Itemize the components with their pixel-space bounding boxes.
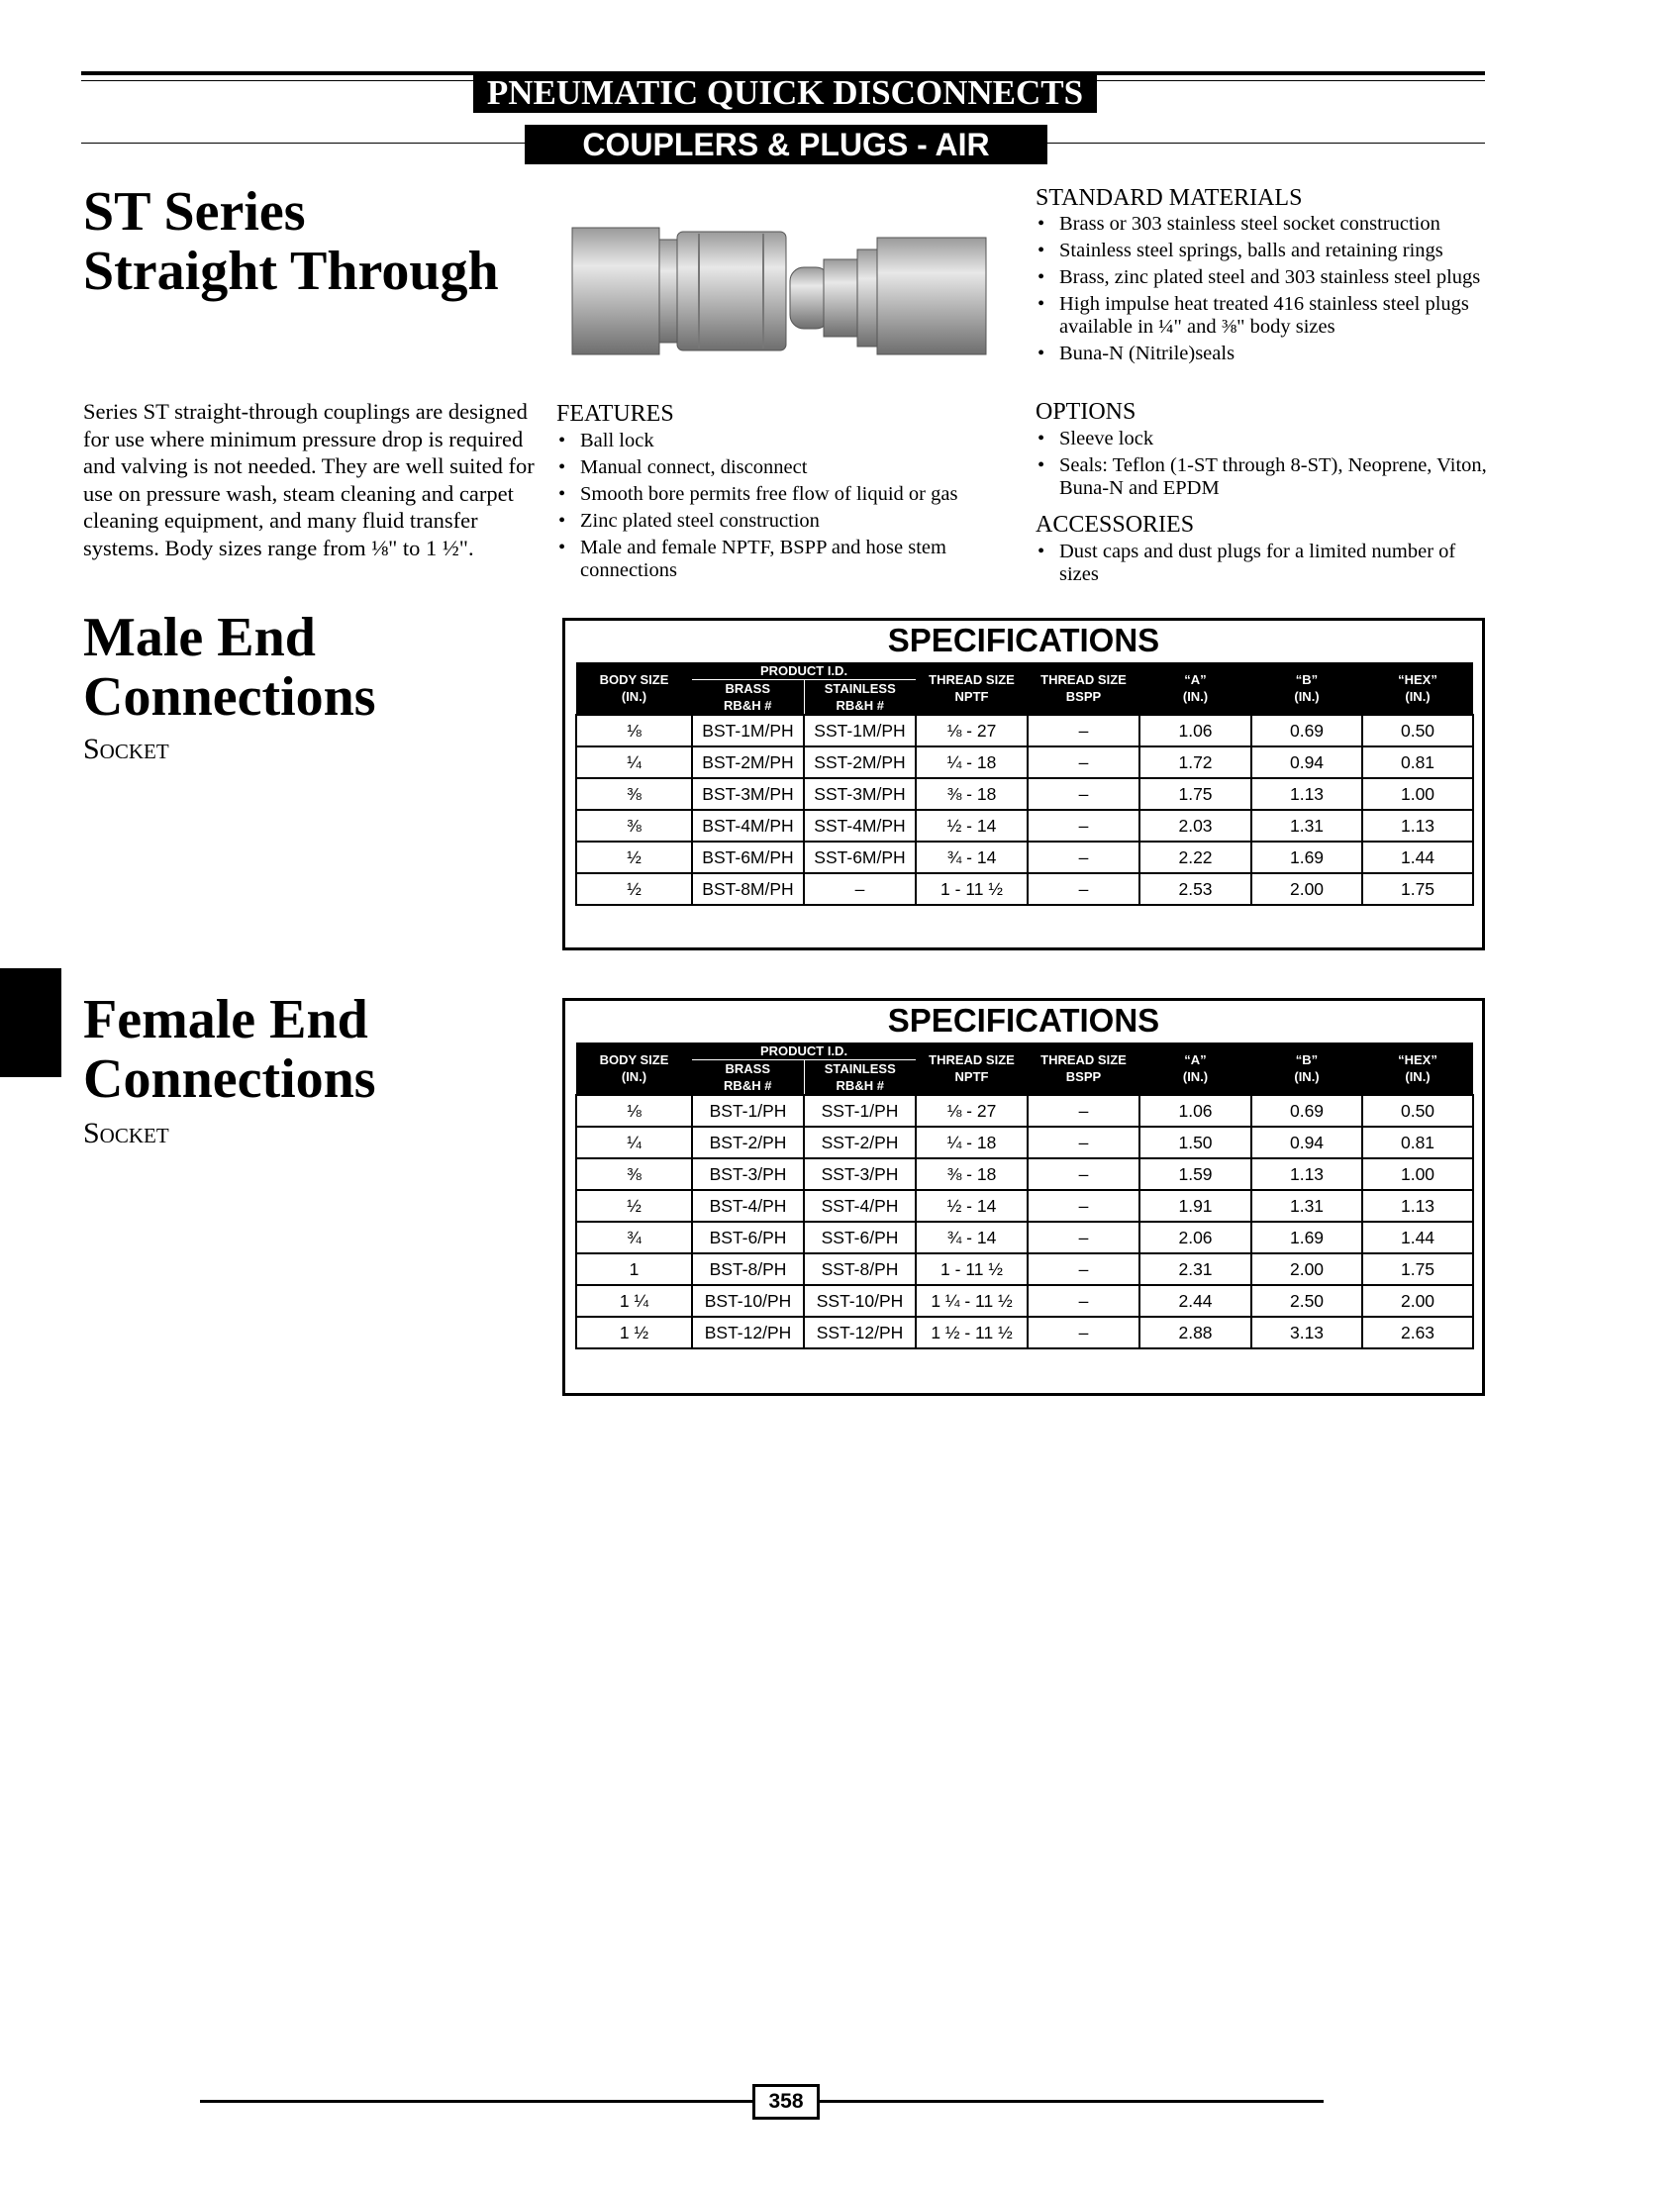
- table-cell: 1.69: [1251, 1222, 1362, 1253]
- table-cell: 2.00: [1251, 1253, 1362, 1285]
- standard-materials-heading: STANDARD MATERIALS: [1036, 185, 1303, 211]
- options-heading: OPTIONS: [1036, 399, 1136, 425]
- col-thread-bspp: THREAD SIZE BSPP: [1028, 1043, 1139, 1095]
- table-row: [576, 1158, 1473, 1190]
- table-cell: ½ - 14: [916, 810, 1028, 842]
- female-spec-box: [562, 998, 1485, 1396]
- table-cell: 1.59: [1139, 1158, 1251, 1190]
- table-row: [576, 746, 1473, 778]
- table-cell: 1.06: [1139, 1095, 1251, 1127]
- table-cell: 1: [576, 1253, 692, 1285]
- table-cell: 0.81: [1362, 746, 1473, 778]
- list-item: • Seals: Teflon (1-ST through 8-ST), Neoprene, Viton, Buna-N and EPDM: [1036, 454, 1491, 500]
- table-cell: ¼: [576, 1127, 692, 1158]
- col-stainless: STAINLESS RB&H #: [804, 1060, 916, 1096]
- table-cell: 1.00: [1362, 778, 1473, 810]
- table-cell: BST-6/PH: [692, 1222, 804, 1253]
- table-cell: SST-1M/PH: [804, 715, 916, 746]
- table-cell: SST-10/PH: [804, 1285, 916, 1317]
- table-cell: SST-12/PH: [804, 1317, 916, 1348]
- table-cell: SST-1/PH: [804, 1095, 916, 1127]
- page-number: 358: [752, 2084, 820, 2120]
- table-cell: 0.81: [1362, 1127, 1473, 1158]
- table-cell: 1.13: [1251, 1158, 1362, 1190]
- table-cell: 1.31: [1251, 1190, 1362, 1222]
- table-cell: 1 - 11 ½: [916, 873, 1028, 905]
- table-cell: 1.72: [1139, 746, 1251, 778]
- female-spec-title: SPECIFICATIONS: [887, 1002, 1160, 1039]
- col-product-id: PRODUCT I.D.: [692, 662, 916, 680]
- col-a: “A” (IN.): [1139, 662, 1251, 715]
- female-title-line2: Connections: [83, 1048, 376, 1110]
- table-cell: SST-3/PH: [804, 1158, 916, 1190]
- col-stainless: STAINLESS RB&H #: [804, 680, 916, 716]
- table-cell: –: [804, 873, 916, 905]
- table-cell: –: [1028, 778, 1139, 810]
- table-cell: –: [1028, 1317, 1139, 1348]
- table-row: [576, 1222, 1473, 1253]
- table-cell: ¼ - 18: [916, 746, 1028, 778]
- table-cell: SST-4/PH: [804, 1190, 916, 1222]
- list-item: • Ball lock: [556, 430, 1002, 452]
- table-cell: 0.94: [1251, 1127, 1362, 1158]
- table-cell: SST-2/PH: [804, 1127, 916, 1158]
- list-item: • Buna-N (Nitrile)seals: [1036, 343, 1491, 365]
- male-title-line2: Connections: [83, 666, 376, 728]
- list-item: • Brass, zinc plated steel and 303 stainless steel plugs: [1036, 266, 1491, 289]
- table-cell: ⅛: [576, 715, 692, 746]
- table-cell: SST-3M/PH: [804, 778, 916, 810]
- section-banner: PNEUMATIC QUICK DISCONNECTS: [473, 73, 1097, 113]
- table-cell: BST-6M/PH: [692, 842, 804, 873]
- col-b: “B” (IN.): [1251, 662, 1362, 715]
- table-cell: 2.31: [1139, 1253, 1251, 1285]
- table-cell: ⅜: [576, 778, 692, 810]
- table-cell: 0.69: [1251, 1095, 1362, 1127]
- table-cell: 1.75: [1139, 778, 1251, 810]
- table-cell: ⅜ - 18: [916, 778, 1028, 810]
- table-cell: 1.06: [1139, 715, 1251, 746]
- table-cell: 3.13: [1251, 1317, 1362, 1348]
- table-cell: 1.44: [1362, 1222, 1473, 1253]
- table-cell: BST-3M/PH: [692, 778, 804, 810]
- table-cell: BST-4M/PH: [692, 810, 804, 842]
- table-cell: BST-8M/PH: [692, 873, 804, 905]
- table-cell: ¾ - 14: [916, 842, 1028, 873]
- table-cell: BST-8/PH: [692, 1253, 804, 1285]
- table-cell: 0.94: [1251, 746, 1362, 778]
- table-cell: 2.50: [1251, 1285, 1362, 1317]
- table-cell: BST-1/PH: [692, 1095, 804, 1127]
- table-cell: 1.69: [1251, 842, 1362, 873]
- female-title-line1: Female End: [83, 989, 368, 1050]
- table-cell: 1.44: [1362, 842, 1473, 873]
- col-b: “B” (IN.): [1251, 1043, 1362, 1095]
- table-cell: BST-2M/PH: [692, 746, 804, 778]
- table-cell: BST-3/PH: [692, 1158, 804, 1190]
- series-description: Series ST straight-through couplings are designed for use where minimum pressure drop is required and valving is not needed. They are well suited for use on pressure wash, steam cleaning and carpet cleaning equipment, and many fluid transfer systems. Body sizes range from ⅛" to 1 ½".: [83, 399, 535, 560]
- table-cell: 2.53: [1139, 873, 1251, 905]
- table-cell: 1 ½ - 11 ½: [916, 1317, 1028, 1348]
- table-cell: ⅛ - 27: [916, 1095, 1028, 1127]
- table-cell: 2.63: [1362, 1317, 1473, 1348]
- section-tab-marker: [0, 968, 61, 1077]
- list-item: • Zinc plated steel construction: [556, 510, 1002, 533]
- table-cell: SST-6/PH: [804, 1222, 916, 1253]
- col-brass: BRASS RB&H #: [692, 1060, 804, 1096]
- series-title-line2: Straight Through: [83, 241, 499, 302]
- table-row: [576, 873, 1473, 905]
- table-cell: –: [1028, 1253, 1139, 1285]
- table-cell: 1 ¼ - 11 ½: [916, 1285, 1028, 1317]
- accessories-heading: ACCESSORIES: [1036, 512, 1195, 538]
- table-cell: ¾ - 14: [916, 1222, 1028, 1253]
- table-cell: –: [1028, 715, 1139, 746]
- table-row: [576, 778, 1473, 810]
- table-cell: 1.13: [1362, 810, 1473, 842]
- features-heading: FEATURES: [556, 401, 674, 427]
- list-item: • High impulse heat treated 416 stainless steel plugs available in ¼" and ⅜" body sizes: [1036, 293, 1491, 339]
- table-cell: 1.91: [1139, 1190, 1251, 1222]
- table-cell: ¼ - 18: [916, 1127, 1028, 1158]
- list-item: • Sleeve lock: [1036, 428, 1491, 450]
- series-title-line1: ST Series: [83, 181, 306, 243]
- subsection-banner: COUPLERS & PLUGS - AIR: [525, 125, 1047, 164]
- table-cell: BST-10/PH: [692, 1285, 804, 1317]
- table-cell: 1 ½: [576, 1317, 692, 1348]
- male-spec-box: [562, 618, 1485, 950]
- col-product-id: PRODUCT I.D.: [692, 1043, 916, 1060]
- col-a: “A” (IN.): [1139, 1043, 1251, 1095]
- table-cell: 1 - 11 ½: [916, 1253, 1028, 1285]
- table-cell: 0.50: [1362, 1095, 1473, 1127]
- table-cell: 1 ¼: [576, 1285, 692, 1317]
- table-cell: –: [1028, 1127, 1139, 1158]
- options-list: [1036, 428, 1491, 504]
- table-cell: –: [1028, 810, 1139, 842]
- table-cell: 1.00: [1362, 1158, 1473, 1190]
- table-cell: 2.44: [1139, 1285, 1251, 1317]
- table-cell: BST-12/PH: [692, 1317, 804, 1348]
- col-brass: BRASS RB&H #: [692, 680, 804, 716]
- table-cell: 1.75: [1362, 1253, 1473, 1285]
- accessories-list: [1036, 541, 1491, 590]
- table-cell: 1.13: [1251, 778, 1362, 810]
- female-subtitle: Socket: [83, 1117, 169, 1149]
- standard-materials-list: [1036, 213, 1491, 369]
- male-title-line1: Male End: [83, 607, 316, 668]
- table-cell: BST-4/PH: [692, 1190, 804, 1222]
- list-item: • Brass or 303 stainless steel socket construction: [1036, 213, 1491, 236]
- table-cell: ⅜: [576, 810, 692, 842]
- table-cell: SST-8/PH: [804, 1253, 916, 1285]
- table-cell: ½ - 14: [916, 1190, 1028, 1222]
- col-body-size: BODY SIZE (IN.): [576, 662, 692, 715]
- footer-rule-left: [200, 2100, 752, 2103]
- col-hex: “HEX” (IN.): [1362, 1043, 1473, 1095]
- table-cell: BST-2/PH: [692, 1127, 804, 1158]
- table-row: [576, 1190, 1473, 1222]
- table-cell: 2.03: [1139, 810, 1251, 842]
- col-thread-bspp: THREAD SIZE BSPP: [1028, 662, 1139, 715]
- table-cell: SST-2M/PH: [804, 746, 916, 778]
- table-cell: 2.22: [1139, 842, 1251, 873]
- table-cell: 2.00: [1251, 873, 1362, 905]
- table-cell: –: [1028, 1158, 1139, 1190]
- table-row: [576, 1095, 1473, 1127]
- col-thread-nptf: THREAD SIZE NPTF: [916, 662, 1028, 715]
- male-spec-title: SPECIFICATIONS: [887, 622, 1160, 658]
- table-row: [576, 1317, 1473, 1348]
- table-cell: SST-6M/PH: [804, 842, 916, 873]
- table-cell: 1.75: [1362, 873, 1473, 905]
- female-spec-table: [575, 1043, 1474, 1349]
- table-cell: ⅜ - 18: [916, 1158, 1028, 1190]
- table-row: [576, 715, 1473, 746]
- table-cell: ½: [576, 1190, 692, 1222]
- table-cell: SST-4M/PH: [804, 810, 916, 842]
- male-spec-table: [575, 662, 1474, 906]
- table-cell: 1.31: [1251, 810, 1362, 842]
- male-subtitle: Socket: [83, 733, 169, 765]
- table-cell: –: [1028, 1190, 1139, 1222]
- table-cell: 2.06: [1139, 1222, 1251, 1253]
- table-cell: 1.50: [1139, 1127, 1251, 1158]
- table-cell: 0.69: [1251, 715, 1362, 746]
- table-cell: –: [1028, 1222, 1139, 1253]
- table-row: [576, 1253, 1473, 1285]
- table-cell: BST-1M/PH: [692, 715, 804, 746]
- table-cell: ¼: [576, 746, 692, 778]
- table-cell: –: [1028, 842, 1139, 873]
- list-item: • Dust caps and dust plugs for a limited number of sizes: [1036, 541, 1491, 586]
- table-cell: 2.00: [1362, 1285, 1473, 1317]
- col-body-size: BODY SIZE (IN.): [576, 1043, 692, 1095]
- table-row: [576, 1127, 1473, 1158]
- table-cell: –: [1028, 746, 1139, 778]
- table-cell: 2.88: [1139, 1317, 1251, 1348]
- table-cell: ¾: [576, 1222, 692, 1253]
- table-cell: ⅛: [576, 1095, 692, 1127]
- table-cell: ½: [576, 842, 692, 873]
- table-cell: ½: [576, 873, 692, 905]
- list-item: • Manual connect, disconnect: [556, 456, 1002, 479]
- table-cell: 1.13: [1362, 1190, 1473, 1222]
- list-item: • Smooth bore permits free flow of liquid or gas: [556, 483, 1002, 506]
- list-item: • Stainless steel springs, balls and retaining rings: [1036, 240, 1491, 262]
- table-cell: –: [1028, 1285, 1139, 1317]
- coupler-plug-photo: [560, 220, 1004, 368]
- footer-rule-right: [817, 2100, 1324, 2103]
- list-item: • Male and female NPTF, BSPP and hose stem connections: [556, 537, 1002, 582]
- col-thread-nptf: THREAD SIZE NPTF: [916, 1043, 1028, 1095]
- table-row: [576, 810, 1473, 842]
- col-hex: “HEX” (IN.): [1362, 662, 1473, 715]
- table-cell: ⅛ - 27: [916, 715, 1028, 746]
- table-cell: –: [1028, 1095, 1139, 1127]
- table-row: [576, 842, 1473, 873]
- features-list: [556, 430, 1002, 586]
- table-row: [576, 1285, 1473, 1317]
- table-cell: –: [1028, 873, 1139, 905]
- table-cell: 0.50: [1362, 715, 1473, 746]
- table-cell: ⅜: [576, 1158, 692, 1190]
